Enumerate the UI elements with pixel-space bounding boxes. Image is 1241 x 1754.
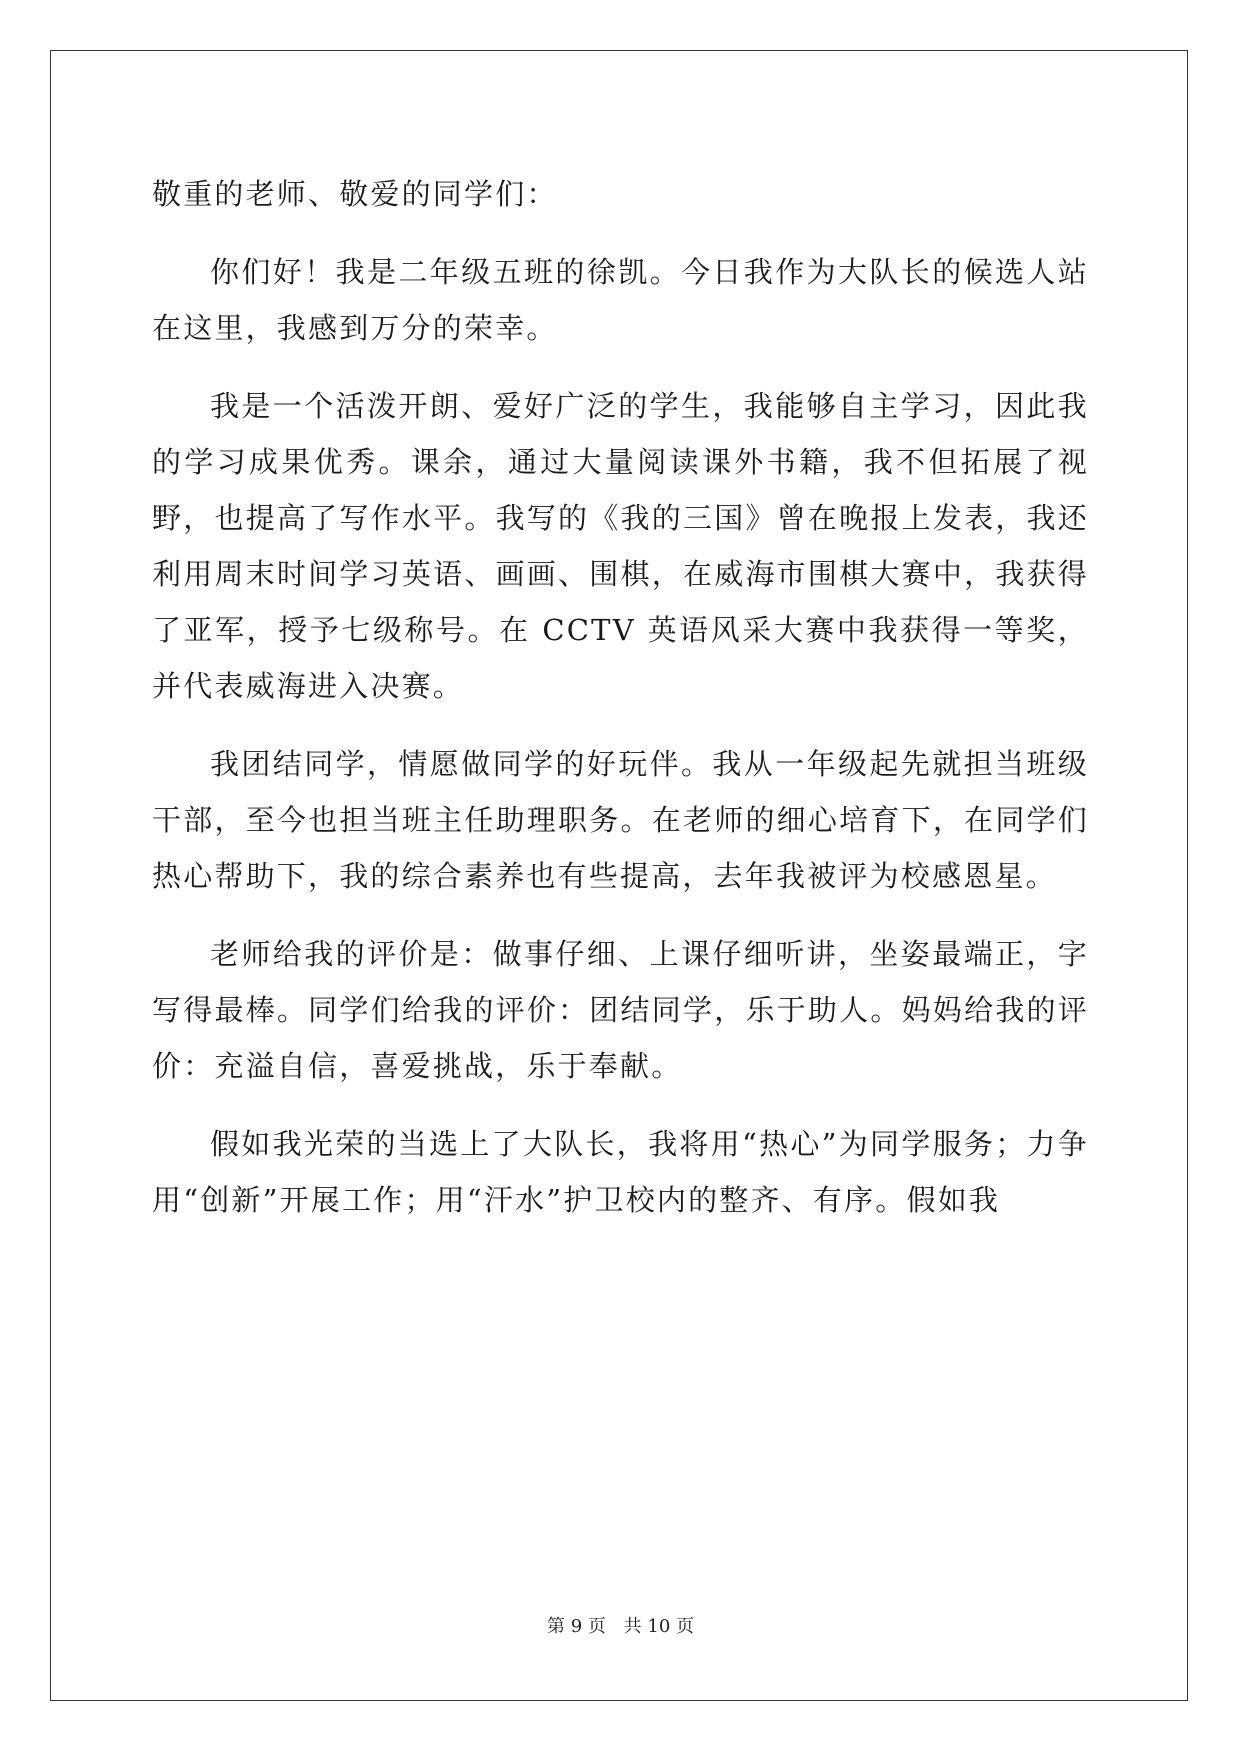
paragraph: 我团结同学，情愿做同学的好玩伴。我从一年级起先就担当班级干部，至今也担当班主任助理职务。在老师的细心培育下，在同学们热心帮助下，我的综合素养也有些提高，去年我被评为校感恩星。: [152, 747, 1089, 893]
page-footer: [0, 1612, 1241, 1638]
greeting: 敬重的老师、敬爱的同学们：: [152, 177, 558, 211]
paragraph: 假如我光荣的当选上了大队长，我将用“热心”为同学服务；力争用“创新”开展工作；用“汗水”护卫校内的整齐、有序。假如我: [152, 1127, 1089, 1217]
paragraph: 老师给我的评价是：做事仔细、上课仔细听讲，坐姿最端正，字写得最棒。同学们给我的评价：团结同学，乐于助人。妈妈给我的评价：充溢自信，喜爱挑战，乐于奉献。: [152, 937, 1089, 1083]
page-number: 第 9 页: [547, 1616, 606, 1637]
paragraph: 你们好！我是二年级五班的徐凯。今日我作为大队长的候选人站在这里，我感到万分的荣幸。: [152, 255, 1089, 345]
page-total: 共 10 页: [623, 1616, 694, 1637]
paragraph: 我是一个活泼开朗、爱好广泛的学生，我能够自主学习，因此我的学习成果优秀。课余，通过大量阅读课外书籍，我不但拓展了视野，也提高了写作水平。我写的《我的三国》曾在晚报上发表，我还利用周末时间学习英语、画画、围棋，在威海市围棋大赛中，我获得了亚军，授予七级称号。在 CCTV 英语风采大赛中我获得一等奖，并代表威海进入决赛。: [152, 389, 1089, 703]
document-body: [152, 166, 1089, 1250]
